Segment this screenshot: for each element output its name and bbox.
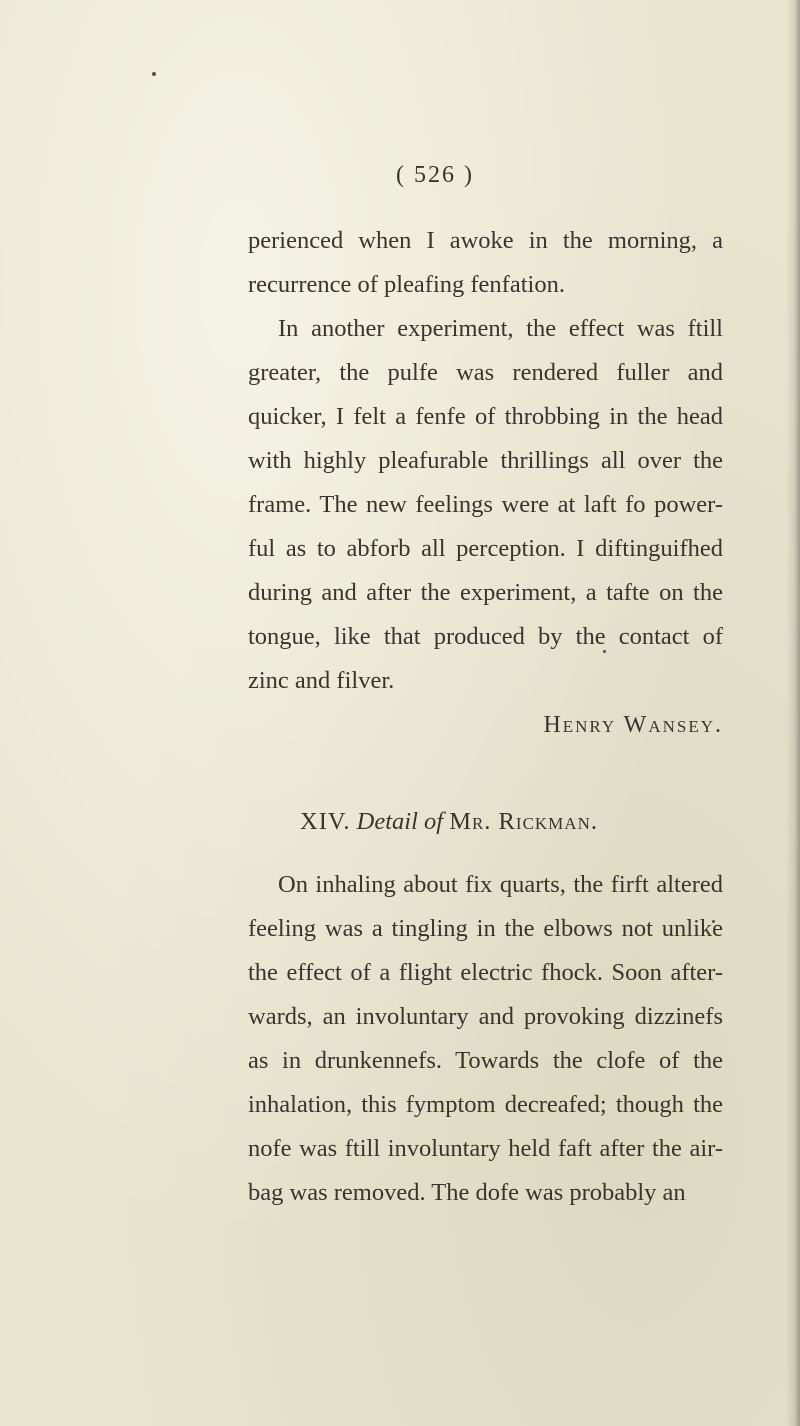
text-line: greater, the pulfe was rendered fuller and: [248, 359, 723, 386]
section-title-italic: Detail of: [356, 808, 444, 835]
page-edge-shadow: [786, 0, 800, 1426]
text-line: frame. The new feelings were at laft fo power-: [248, 491, 723, 518]
text-line: ful as to abforb all perception. I diftinguifhed: [248, 535, 723, 562]
text-line: wards, an involuntary and provoking dizzinefs: [248, 1003, 723, 1030]
text-line: the effect of a flight electric fhock. Soon after-: [248, 959, 723, 986]
text-line: zinc and filver.: [248, 667, 395, 694]
author-signature: Henry Wansey.: [543, 712, 723, 738]
text-line: as in drunkennefs. Towards the clofe of the: [248, 1047, 723, 1074]
ink-speck: [152, 72, 156, 76]
text-line: feeling was a tingling in the elbows not unlike: [248, 915, 723, 942]
text-line: with highly pleafurable thrillings all over the: [248, 447, 723, 474]
text-line: On inhaling about fix quarts, the firft altered: [278, 871, 723, 898]
text-line: quicker, I felt a fenfe of throbbing in the head: [248, 403, 723, 430]
text-line: during and after the experiment, a tafte on the: [248, 579, 723, 606]
page-number: ( 526 ): [396, 162, 474, 188]
section-heading: [300, 808, 720, 836]
text-line: inhalation, this fymptom decreafed; though the: [248, 1091, 723, 1118]
text-line: perienced when I awoke in the morning, a: [248, 227, 723, 254]
text-line: recurrence of pleafing fenfation.: [248, 271, 565, 298]
text-line: In another experiment, the effect was ftill: [278, 315, 723, 342]
text-line: nofe was ftill involuntary held faft after the air-: [248, 1135, 723, 1162]
text-line: bag was removed. The dofe was probably an: [248, 1179, 686, 1206]
text-line: tongue, like that produced by the contact of: [248, 623, 723, 650]
section-number: XIV.: [300, 808, 351, 835]
section-subject: Mr. Rickman.: [449, 808, 598, 835]
